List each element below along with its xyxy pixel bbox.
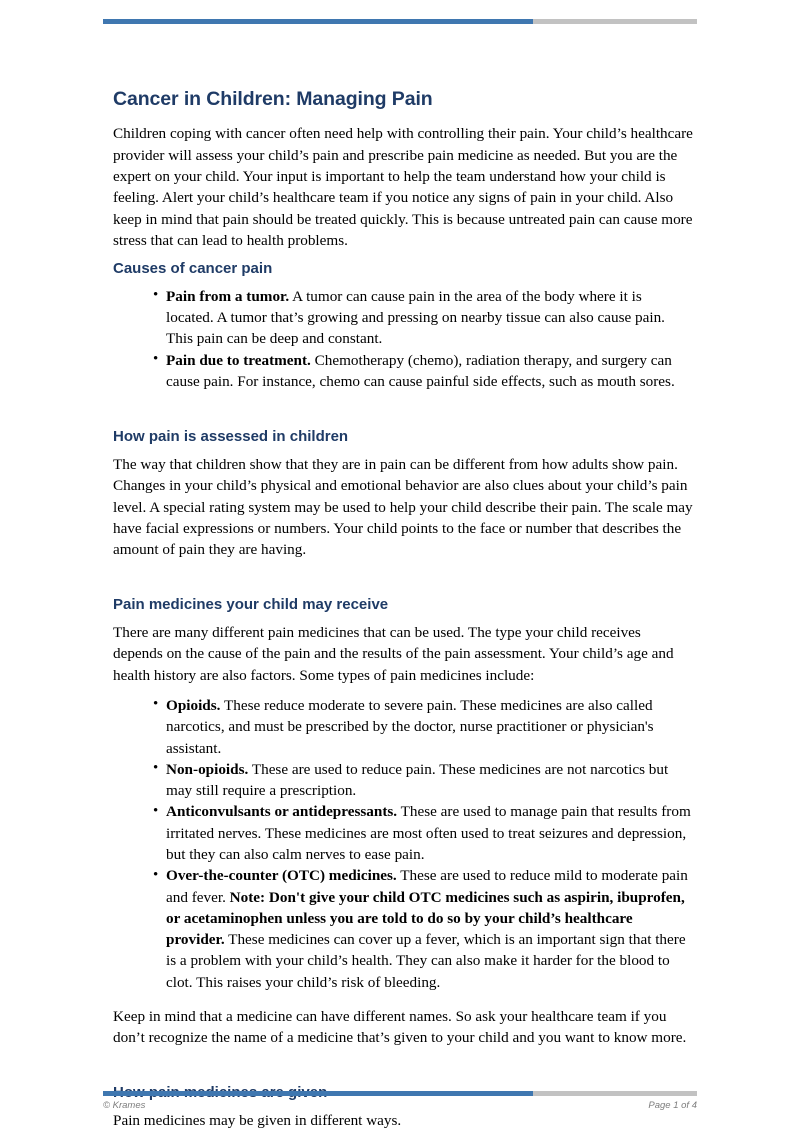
list-item [153, 286, 693, 350]
list-item [153, 350, 693, 393]
bullet-lead: Anticonvulsants or antidepressants. [166, 803, 398, 821]
bullet-lead: Pain from a tumor. [166, 287, 290, 305]
medicines-paragraph: There are many different pain medicines that can be used. The type your child receives depends on the cause of the pain and the results of the pain assessment. Your child’s age and health history are also factors. Some types of pain medicines include: [113, 624, 674, 684]
footer-rule-blue-segment [103, 1091, 533, 1096]
header-rule-blue-segment [103, 19, 533, 24]
header-rule-bar [103, 19, 697, 24]
document-content [113, 88, 693, 1141]
bullet-text: Chemotherapy (chemo), radiation therapy, and surgery can cause pain. For instance, chemo can cause painful side effects, such as mouth sores. [166, 351, 675, 390]
footer-page-number: Page 1 of 4 [648, 1100, 697, 1111]
bullet-text: These are used to reduce pain. These medicines are not narcotics but may still require a prescription. [166, 760, 669, 800]
bullet-lead: Pain due to treatment. [166, 351, 311, 369]
list-item [153, 695, 693, 759]
list-item [153, 759, 693, 802]
bullet-text: These reduce moderate to severe pain. These medicines are also called narcotics, and must be prescribed by the doctor, nurse practitioner or physician's assistant. [166, 696, 654, 757]
bullet-text: These are used to manage pain that results from irritated nerves. These medicines are most often used to treat seizures and depression, but they can also calm nerves to ease pain. [166, 803, 691, 863]
medicines-closing-paragraph: Keep in mind that a medicine can have different names. So ask your healthcare team if you don’t recognize the name of a medicine that’s given to your child and you want to know more. [113, 1007, 687, 1047]
list-item [153, 801, 693, 865]
footer-copyright: © Krames [103, 1100, 146, 1111]
intro-paragraph: Children coping with cancer often need help with controlling their pain. Your child’s healthcare provider will assess your child’s pain and prescribe pain medicine as needed. But you are the expert on your child. Your input is important to help the team understand how your child is feeling. Alert your child’s healthcare team if you notice any signs of pain in your child. Also keep in mind that pain should be treated quickly. This is because untreated pain can cause more stress that can lead to health problems. [113, 125, 693, 249]
footer-rule-gray-segment [533, 1091, 697, 1096]
bullet-text-after: These medicines can cover up a fever, which is an important sign that there is a problem with your child’s health. They can also make it harder for the blood to clot. This raises your child’s risk of bleeding. [166, 931, 686, 991]
bullet-lead: Non-opioids. [166, 760, 249, 778]
section-heading-assessment: How pain is assessed in children [113, 428, 349, 446]
bullet-lead: Opioids. [166, 696, 221, 714]
bullet-note: Note: Don't give your child OTC medicines such as aspirin, ibuprofen, or acetaminophen unless you are told to do so by your child’s healthcare provider. [166, 888, 685, 949]
causes-bullet-list [113, 286, 693, 392]
header-rule-gray-segment [533, 19, 697, 24]
given-paragraph: Pain medicines may be given in different ways. [113, 1112, 402, 1130]
bullet-lead: Over-the-counter (OTC) medicines. [166, 867, 397, 885]
section-heading-causes: Causes of cancer pain [113, 260, 273, 278]
bullet-text: A tumor can cause pain in the area of the body where it is located. A tumor that’s growing and pressing on nearby tissue can also cause pain. This pain can be deep and constant. [166, 287, 665, 348]
list-item [153, 865, 693, 993]
section-heading-medicines: Pain medicines your child may receive [113, 596, 389, 614]
assessment-paragraph: The way that children show that they are in pain can be different from how adults show pain. Changes in your child’s physical and emotional behavior are also clues about your child’s pain level. A special rating system may be used to help your child describe their pain. The scale may have facial expressions or numbers. Your child points to the face or number that describes the amount of pain they are having. [113, 455, 693, 559]
medicines-bullet-list [113, 695, 693, 993]
footer-rule-bar [103, 1091, 697, 1096]
page-title: Cancer in Children: Managing Pain [113, 88, 433, 110]
page-footer [103, 1100, 697, 1111]
bullet-text: These are used to reduce mild to moderate pain and fever. [166, 867, 688, 906]
